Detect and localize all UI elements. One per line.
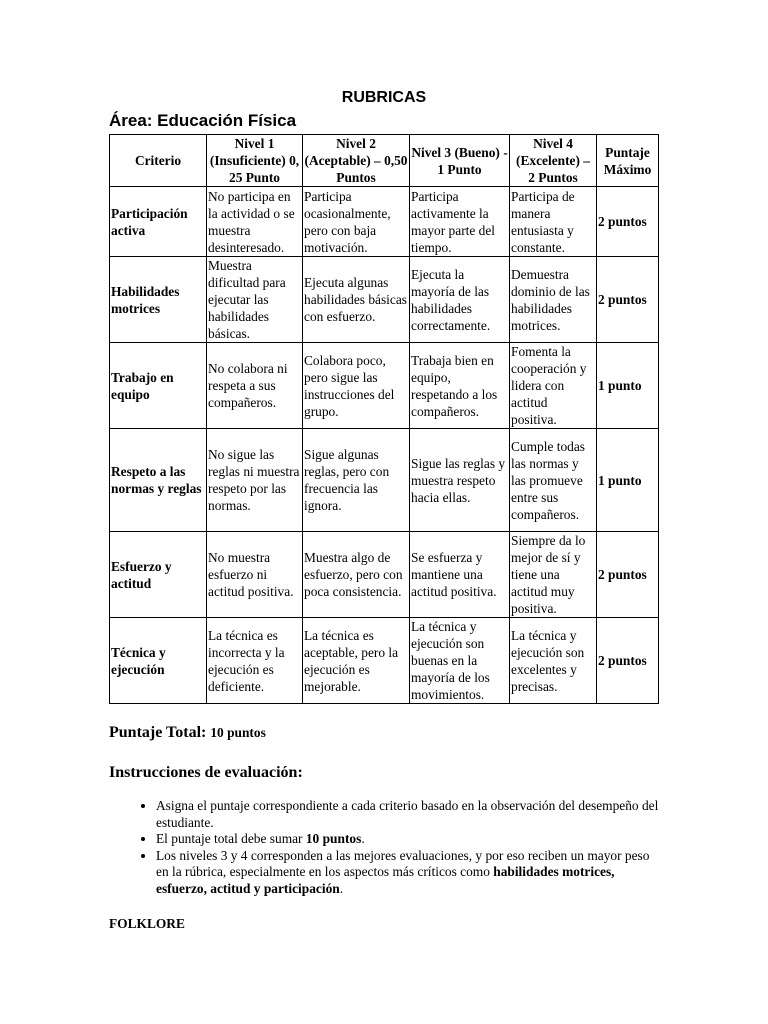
cell-nivel-2: Sigue algunas reglas, pero con frecuencia las ignora. — [303, 429, 410, 532]
table-row — [110, 618, 659, 704]
cell-nivel-4: Participa de manera entusiasta y constante. — [510, 187, 597, 257]
cell-nivel-1: Muestra dificultad para ejecutar las habilidades básicas. — [207, 257, 303, 343]
cell-nivel-3: Trabaja bien en equipo, respetando a los compañeros. — [410, 343, 510, 429]
list-item — [156, 848, 659, 898]
cell-puntaje: 1 punto — [597, 343, 659, 429]
list-item-text: Asigna el puntaje correspondiente a cada criterio basado en la observación del desempeño del estudiante. — [156, 798, 659, 830]
cell-criterio: Habilidades motrices — [110, 257, 207, 343]
cell-criterio: Respeto a las normas y reglas — [110, 429, 207, 532]
list-item-bold: 10 puntos — [305, 831, 362, 846]
cell-nivel-3: La técnica y ejecución son buenas en la mayoría de los movimientos. — [410, 618, 510, 704]
cell-nivel-2: Colabora poco, pero sigue las instrucciones del grupo. — [303, 343, 410, 429]
cell-nivel-1: No colabora ni respeta a sus compañeros. — [207, 343, 303, 429]
list-item-bold: habilidades motrices, esfuerzo, actitud y participación — [156, 864, 615, 896]
table-row — [110, 343, 659, 429]
header-nivel-2: Nivel 2 (Aceptable) – 0,50 Puntos — [304, 136, 408, 185]
cell-puntaje: 2 puntos — [597, 532, 659, 618]
table-row — [110, 187, 659, 257]
section-heading-folklore: FOLKLORE — [109, 916, 185, 931]
list-item-text: El puntaje total debe sumar — [156, 831, 306, 846]
cell-criterio: Técnica y ejecución — [110, 618, 207, 704]
cell-nivel-2: Participa ocasionalmente, pero con baja motivación. — [303, 187, 410, 257]
list-item — [156, 798, 659, 831]
list-item-text: . — [339, 880, 344, 896]
table-row — [110, 257, 659, 343]
header-nivel-4: Nivel 4 (Excelente) – 2 Puntos — [510, 135, 597, 187]
cell-puntaje: 1 punto — [597, 429, 659, 532]
rubric-table — [109, 134, 659, 704]
cell-puntaje: 2 puntos — [597, 618, 659, 704]
cell-nivel-4: Fomenta la cooperación y lidera con actitud positiva. — [510, 343, 597, 429]
table-header-row — [110, 135, 659, 187]
header-puntaje-maximo: Puntaje Máximo — [597, 135, 659, 187]
cell-nivel-1: No sigue las reglas ni muestra respeto por las normas. — [207, 429, 303, 532]
cell-nivel-4: Cumple todas las normas y las promueve entre sus compañeros. — [510, 429, 597, 532]
cell-nivel-3: Sigue las reglas y muestra respeto hacia ellas. — [410, 429, 510, 532]
list-item-text: . — [361, 831, 365, 846]
cell-nivel-3: Participa activamente la mayor parte del tiempo. — [410, 187, 510, 257]
total-score — [109, 722, 659, 744]
area-heading: Área: Educación Física — [109, 111, 297, 130]
cell-nivel-2: La técnica es aceptable, pero la ejecución es mejorable. — [303, 618, 410, 704]
cell-nivel-4: Demuestra dominio de las habilidades motrices. — [510, 257, 597, 343]
cell-nivel-1: No participa en la actividad o se muestra desinteresado. — [207, 187, 303, 257]
total-value: 10 puntos — [210, 725, 266, 740]
header-criterio: Criterio — [110, 135, 207, 187]
total-label: Puntaje Total: — [109, 724, 207, 741]
document-title: RUBRICAS — [341, 89, 427, 106]
cell-nivel-2: Ejecuta algunas habilidades básicas con esfuerzo. — [303, 257, 410, 343]
cell-nivel-3: Se esfuerza y mantiene una actitud positiva. — [410, 532, 510, 618]
cell-criterio: Participación activa — [110, 187, 207, 257]
cell-criterio: Trabajo en equipo — [110, 343, 207, 429]
cell-puntaje: 2 puntos — [597, 187, 659, 257]
table-row — [110, 429, 659, 532]
cell-nivel-1: La técnica es incorrecta y la ejecución es deficiente. — [207, 618, 303, 704]
cell-criterio: Esfuerzo y actitud — [110, 532, 207, 618]
header-nivel-3: Nivel 3 (Bueno) - 1 Punto — [410, 135, 510, 187]
cell-nivel-4: Siempre da lo mejor de sí y tiene una actitud muy positiva. — [510, 532, 597, 618]
cell-puntaje: 2 puntos — [597, 257, 659, 343]
list-item-text: Los niveles 3 y 4 corresponden a las mejores evaluaciones, y por eso reciben un mayor peso en la rúbrica, especialmente en los aspectos más críticos como — [156, 847, 650, 879]
cell-nivel-2: Muestra algo de esfuerzo, pero con poca consistencia. — [303, 532, 410, 618]
instructions-list — [109, 798, 659, 897]
list-item — [156, 831, 659, 848]
instructions-heading: Instrucciones de evaluación: — [109, 764, 303, 781]
cell-nivel-4: La técnica y ejecución son excelentes y precisas. — [510, 618, 597, 704]
cell-nivel-1: No muestra esfuerzo ni actitud positiva. — [207, 532, 303, 618]
table-row — [110, 532, 659, 618]
header-nivel-1: Nivel 1 (Insuficiente) 0, 25 Punto — [207, 135, 303, 187]
document-page — [109, 88, 659, 932]
cell-nivel-3: Ejecuta la mayoría de las habilidades correctamente. — [410, 257, 510, 343]
